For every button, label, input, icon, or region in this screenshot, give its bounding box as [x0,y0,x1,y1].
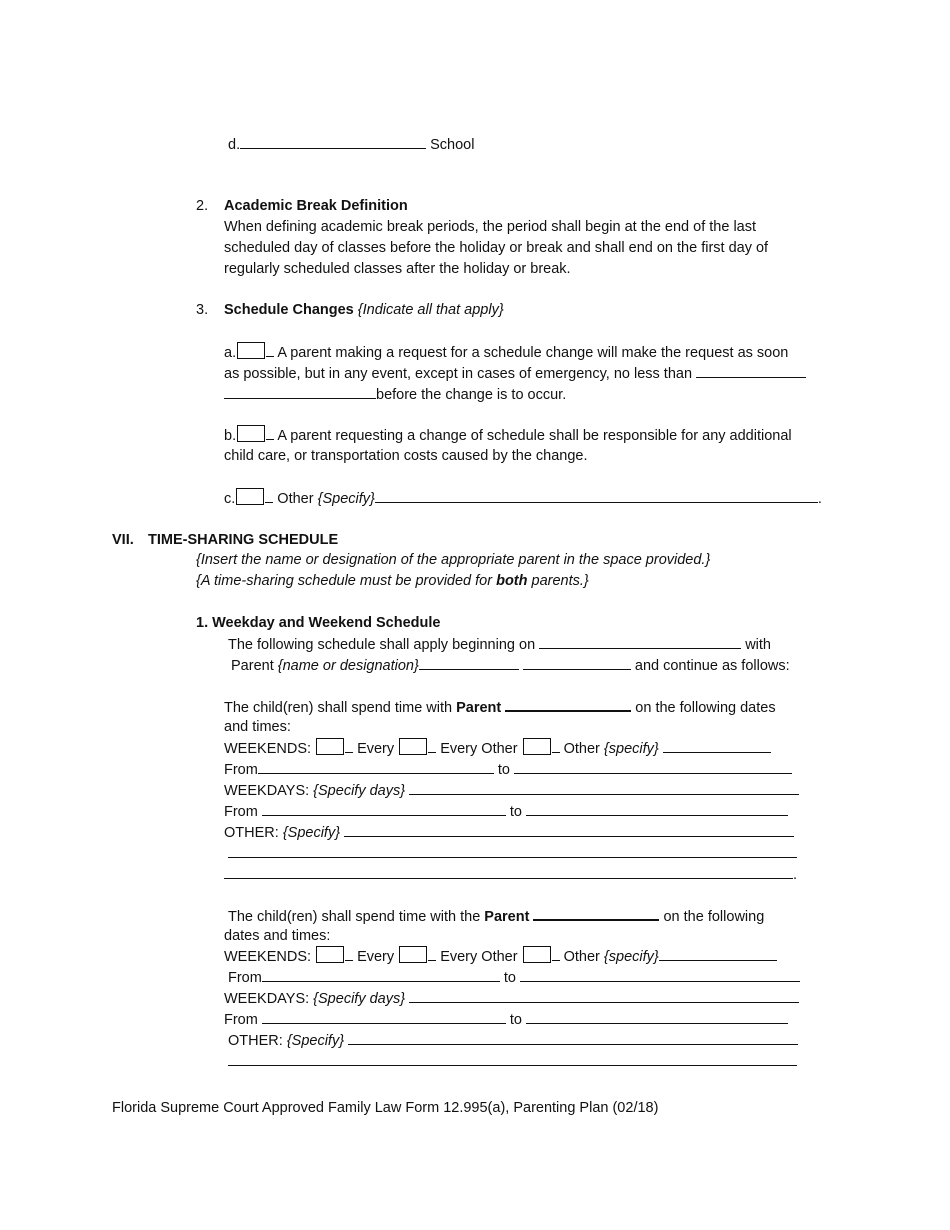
block1-other-line-3 [224,864,797,885]
sec3a-checkbox[interactable] [237,342,265,359]
block2-wd-from-label: From [224,1012,258,1028]
sec3c-line [224,488,822,509]
block2-weekdays-label: WEEKDAYS: [224,991,314,1007]
block2-weekends-every-other-checkbox[interactable] [399,946,427,963]
block1-wd-to-label: to [505,804,527,820]
block1-other [224,822,794,843]
block1-every-label: Every [353,741,395,757]
block2-weekdays [224,988,799,1009]
sec2-title: Academic Break Definition [224,198,408,214]
block1-every-other-label: Every Other [436,741,518,757]
block2-other-field-2[interactable] [228,1051,797,1066]
sec3c-other-field[interactable] [375,488,818,503]
sec3-note: {Indicate all that apply} [357,302,504,318]
block1-weekdays [224,780,799,801]
sec7-note-2-pre: {A time-sharing schedule must be provided for [196,573,497,589]
notice-period-field[interactable] [696,363,806,378]
block2-from-to [228,967,800,988]
block2-weekends-specify-field[interactable] [659,946,777,961]
sec3a-text-2: as possible, but in any event, except in cases of emergency, no less than [224,366,693,382]
block1-weekdays-field[interactable] [409,780,799,795]
sec3c-specify: {Specify} [317,491,375,507]
item-d-prefix: d. [228,137,241,153]
sec3a-line-1 [224,342,788,363]
block1-other-field-3[interactable] [224,864,793,879]
sec3a-line-3 [224,384,566,405]
block1-from-field[interactable] [258,759,494,774]
sec3b-checkbox[interactable] [237,425,265,442]
block2-intro-2: dates and times: [224,928,331,944]
sec3-heading [224,300,504,320]
form-footer: Florida Supreme Court Approved Family Law Form 12.995(a), Parenting Plan (02/18) [112,1100,659,1116]
block1-intro-2: and times: [224,719,291,735]
block2-every-other-label: Every Other [436,949,518,965]
sec7-note-1: {Insert the name or designation of the appropriate parent in the space provided.} [196,552,711,568]
block2-weekends-every-checkbox[interactable] [316,946,344,963]
sec3-title: Schedule Changes [224,302,354,318]
block2-wd-to-field[interactable] [526,1009,788,1024]
block2-parent-field[interactable] [533,905,659,921]
sec3a-line-2 [224,363,806,384]
block1-specify-label: {specify} [603,741,659,757]
block1-other-field[interactable] [344,822,794,837]
block2-from-label: From [228,970,262,986]
sec3b-line-1 [224,425,792,446]
sec3b-line-2: child care, or transportation costs caused by the change. [224,448,588,464]
block1-other-caps-label: OTHER: [224,825,283,841]
block2-wd-to-label: to [505,1012,527,1028]
sec7-number: VII. [112,532,134,548]
block2-weekdays-field[interactable] [409,988,799,1003]
block2-weekdays-from-to [224,1009,788,1030]
item-d-suffix: School [426,137,475,153]
sec7-note-2-post: parents.} [527,573,589,589]
sec3a-text-3: before the change is to occur. [376,387,567,403]
sec3b-text-1: A parent requesting a change of schedule shall be responsible for any additional [274,428,792,444]
sub1-line-2-post: and continue as follows: [630,658,790,674]
sec2-line-2: scheduled day of classes before the holiday or break and shall end on the first day of [224,240,769,256]
block1-intro-bold: Parent [456,700,502,716]
block1-from-label: From [224,762,258,778]
notice-period-field-cont[interactable] [224,384,376,399]
parent-designation-field[interactable] [419,655,519,670]
sec3b-prefix: b. [224,428,237,444]
block1-parent-field[interactable] [505,696,631,712]
block2-to-field[interactable] [520,967,800,982]
block1-other-line-2 [228,843,797,864]
block2-intro-bold: Parent [484,909,530,925]
block1-wd-from-label: From [224,804,258,820]
block2-specify-label: {specify} [603,949,659,965]
sec7-note-2-bold: both [496,573,528,589]
sec2-line-3: regularly scheduled classes after the holiday or break. [224,261,571,277]
sec7-title: TIME-SHARING SCHEDULE [148,532,339,548]
block1-weekends-specify-field[interactable] [663,738,771,753]
block1-other-specify: {Specify} [282,825,341,841]
sec3c-end: . [817,491,822,507]
block1-weekends [224,738,771,759]
block2-other [228,1030,798,1051]
block1-intro-post: on the following dates [631,700,776,716]
block2-intro-pre: The child(ren) shall spend time with the [228,909,485,925]
block2-other-line-2 [228,1051,797,1072]
sub1-title: 1. Weekday and Weekend Schedule [196,615,441,631]
block2-other-field[interactable] [348,1030,798,1045]
block2-wd-from-field[interactable] [262,1009,506,1024]
item-d-school [228,134,474,155]
block2-weekends-other-checkbox[interactable] [523,946,551,963]
sub1-line-1-pre: The following schedule shall apply beginning on [228,637,536,653]
block1-intro [224,696,776,718]
sec3c-prefix: c. [224,491,236,507]
sec2-number: 2. [196,198,209,214]
block1-weekends-every-other-checkbox[interactable] [399,738,427,755]
block1-to-field[interactable] [514,759,792,774]
sub1-line-2-pre: Parent [231,658,278,674]
block2-intro-post: on the following [659,909,765,925]
block1-other-field-2[interactable] [228,843,797,858]
block2-from-field[interactable] [262,967,500,982]
block1-weekends-every-checkbox[interactable] [316,738,344,755]
sub1-line-1-post: with [741,637,771,653]
block2-every-label: Every [353,949,395,965]
sub1-line-2-italic: {name or designation} [277,658,419,674]
block2-other-caps-label: OTHER: [228,1033,287,1049]
block1-from-to [224,759,792,780]
block2-other-specify: {Specify} [286,1033,345,1049]
block1-other-label: Other [559,741,604,757]
sec3a-prefix: a. [224,345,237,361]
sub1-line-1 [228,634,771,655]
parent-designation-field-2[interactable] [523,655,631,670]
block2-intro [228,905,764,927]
block1-weekends-other-checkbox[interactable] [523,738,551,755]
block2-weekends-label: WEEKENDS: [224,949,312,965]
block1-wd-to-field[interactable] [526,801,788,816]
block2-specify-days: {Specify days} [313,991,406,1007]
sec3-number: 3. [196,302,209,318]
block2-to-label: to [499,970,520,986]
block1-wd-from-field[interactable] [262,801,506,816]
block2-weekends [224,946,777,967]
block1-period: . [793,867,798,883]
sec2-line-1: When defining academic break periods, the period shall begin at the end of the last [224,219,757,235]
block1-intro-pre: The child(ren) shall spend time with [224,700,457,716]
school-name-field[interactable] [240,134,426,149]
block1-to-label: to [493,762,514,778]
block1-weekends-label: WEEKENDS: [224,741,312,757]
start-date-field[interactable] [539,634,741,649]
sec3c-label: Other [273,491,318,507]
block1-specify-days: {Specify days} [313,783,406,799]
block1-weekdays-label: WEEKDAYS: [224,783,314,799]
sub1-line-2 [231,655,790,676]
sec7-note-2 [196,571,589,591]
block2-other-label: Other [559,949,604,965]
block1-weekdays-from-to [224,801,788,822]
sec3a-text-1: A parent making a request for a schedule change will make the request as soon [274,345,789,361]
sec3c-checkbox[interactable] [236,488,264,505]
